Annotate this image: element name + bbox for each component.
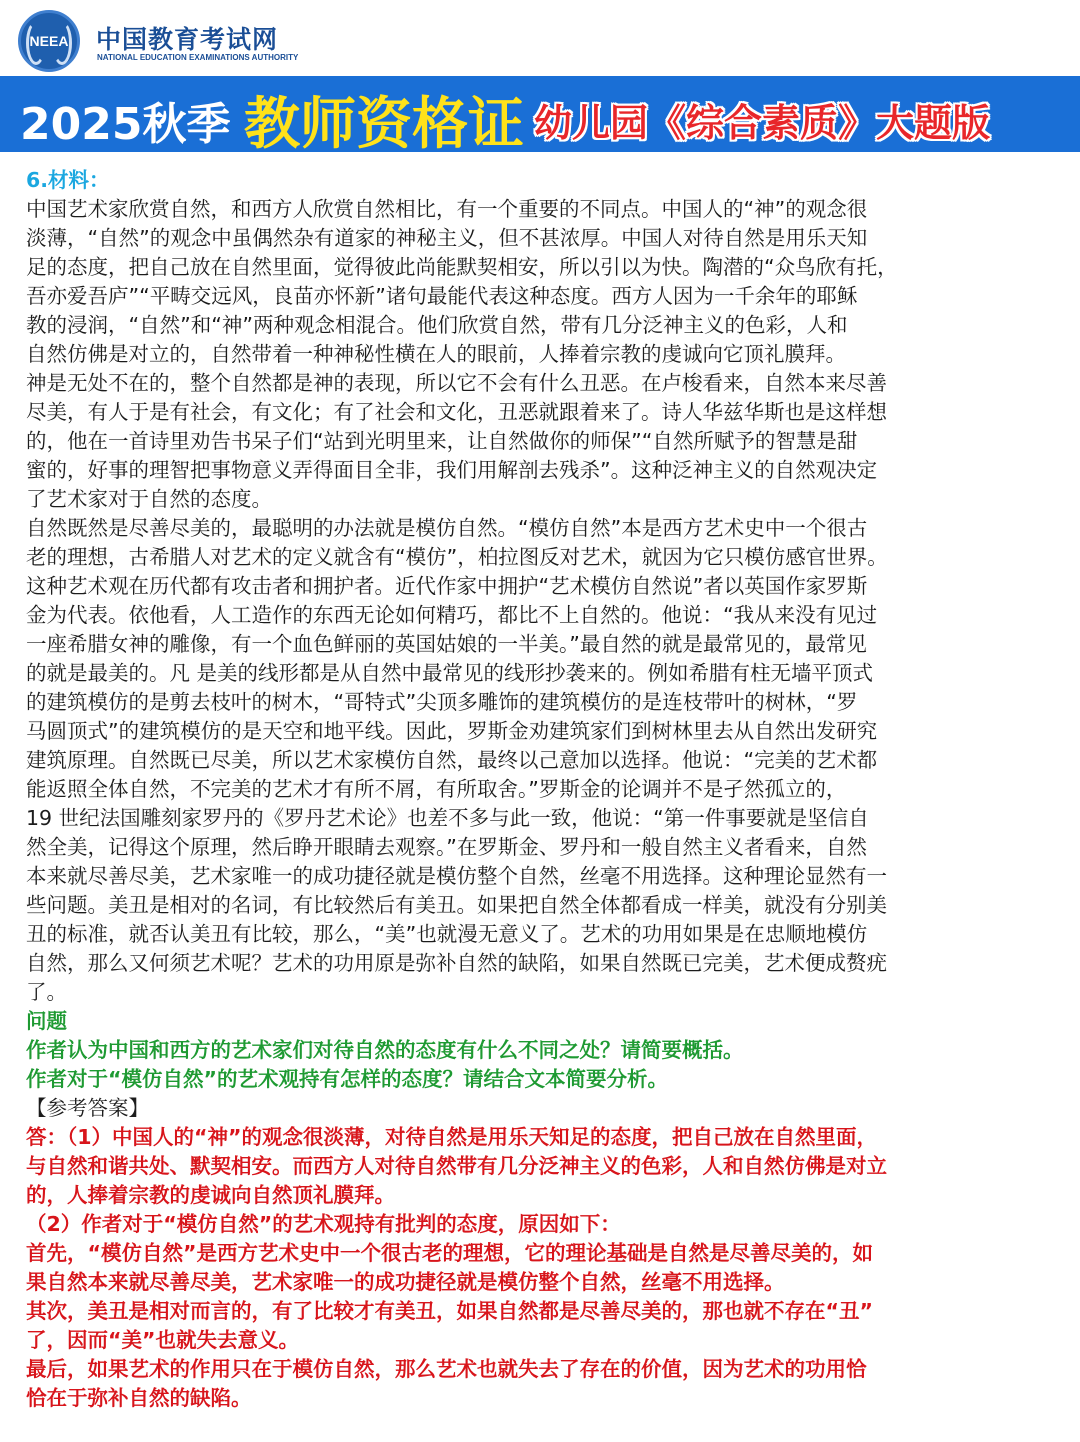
banner-exam-name: 教师资格证 bbox=[244, 92, 524, 152]
site-header bbox=[0, 0, 1080, 76]
material-line: 的，他在一首诗里劝告书呆子们“站到光明里来，让自然做你的师保”“自然所赋予的智慧是甜 bbox=[26, 429, 858, 453]
material-line: 了。 bbox=[26, 980, 67, 1004]
material-line: 老的理想，古希腊人对艺术的定义就含有“模仿”，柏拉图反对艺术，就因为它只模仿感官世界。 bbox=[26, 545, 888, 569]
material-title: 6.材料： bbox=[26, 168, 110, 192]
material-line: 淡薄，“自然”的观念中虽偶然杂有道家的神秘主义，但不甚浓厚。中国人对待自然是用乐天知 bbox=[26, 226, 868, 250]
site-name-cn: 中国教育考试网 bbox=[96, 25, 279, 54]
material-line: 金为代表。依他看，人工造作的东西无论如何精巧，都比不上自然的。他说：“我从来没有见过 bbox=[26, 603, 878, 627]
material-line: 然全美，记得这个原理，然后睁开眼睛去观察。”在罗斯金、罗丹和一般自然主义者看来，自然 bbox=[26, 835, 867, 859]
material-line: 蜜的，好事的理智把事物意义弄得面目全非，我们用解剖去残杀”。这种泛神主义的自然观决定 bbox=[26, 458, 878, 482]
answer-line: 的，人捧着宗教的虔诚向自然顶礼膜拜。 bbox=[26, 1183, 395, 1207]
answer-line: 了，因而“美”也就失去意义。 bbox=[26, 1328, 299, 1352]
title-banner bbox=[0, 76, 1080, 152]
answer-line: 最后，如果艺术的作用只在于模仿自然，那么艺术也就失去了存在的价值，因为艺术的功用恰 bbox=[26, 1357, 867, 1381]
material-line: 足的态度，把自己放在自然里面，觉得彼此尚能默契相安，所以引以为快。陶潜的“众鸟欣有托， bbox=[26, 255, 898, 279]
material-line: 能返照全体自然，不完美的艺术才有所不屑，有所取舍。”罗斯金的论调并不是孑然孤立的， bbox=[26, 777, 847, 801]
material-line: 些问题。美丑是相对的名词，有比较然后有美丑。如果把自然全体都看成一样美，就没有分别美 bbox=[26, 893, 887, 917]
questions-list bbox=[26, 1036, 1056, 1094]
material-line: 19 世纪法国雕刻家罗丹的《罗丹艺术论》也差不多与此一致，他说：“第一件事要就是坚信自 bbox=[26, 806, 869, 830]
material-line: 了艺术家对于自然的态度。 bbox=[26, 487, 272, 511]
material-line: 马圆顶式”的建筑模仿的是天空和地平线。因此，罗斯金劝建筑家们到树林里去从自然出发研究 bbox=[26, 719, 878, 743]
material-line: 丑的标准，就否认美丑有比较，那么，“美”也就漫无意义了。艺术的功用如果是在忠顺地模仿 bbox=[26, 922, 868, 946]
material-line: 吾亦爱吾庐”“平畴交远风，良苗亦怀新”诸句最能代表这种态度。西方人因为一千余年的耶稣 bbox=[26, 284, 858, 308]
material-line: 自然，那么又何须艺术呢？艺术的功用原是弥补自然的缺陷，如果自然既已完美，艺术便成赘疣 bbox=[26, 951, 887, 975]
question-line: 作者认为中国和西方的艺术家们对待自然的态度有什么不同之处？请简要概括。 bbox=[26, 1038, 744, 1062]
questions-title: 问题 bbox=[26, 1009, 67, 1033]
logo-mark-text: NEEA bbox=[29, 33, 69, 49]
answer-line: 与自然和谐共处、默契相安。而西方人对待自然带有几分泛神主义的色彩，人和自然仿佛是对立 bbox=[26, 1154, 887, 1178]
answer-line: 首先，“模仿自然”是西方艺术史中一个很古老的理想，它的理论基础是自然是尽善尽美的，如 bbox=[26, 1241, 873, 1265]
neea-logo-icon bbox=[18, 10, 80, 72]
answer-line: （2）作者对于“模仿自然”的艺术观持有批判的态度，原因如下： bbox=[26, 1212, 621, 1236]
document-body bbox=[26, 166, 1056, 1413]
banner-season: 2025秋季 bbox=[20, 99, 231, 150]
banner-subject: 幼儿园《综合素质》大题版 bbox=[534, 101, 991, 145]
material-line: 本来就尽善尽美，艺术家唯一的成功捷径就是模仿整个自然，丝毫不用选择。这种理论显然有一 bbox=[26, 864, 887, 888]
answer-line: 恰在于弥补自然的缺陷。 bbox=[26, 1386, 252, 1410]
material-line: 的就是最美的。凡 是美的线形都是从自然中最常见的线形抄袭来的。例如希腊有柱无墙平顶式 bbox=[26, 661, 874, 685]
answer-text bbox=[26, 1123, 1056, 1413]
material-line: 自然既然是尽善尽美的，最聪明的办法就是模仿自然。“模仿自然”本是西方艺术史中一个很古 bbox=[26, 516, 868, 540]
question-line: 作者对于“模仿自然”的艺术观持有怎样的态度？请结合文本简要分析。 bbox=[26, 1067, 668, 1091]
answer-line: 答：（1）中国人的“神”的观念很淡薄，对待自然是用乐天知足的态度，把自己放在自然里面， bbox=[26, 1125, 877, 1149]
material-line: 教的浸润，“自然”和“神”两种观念相混合。他们欣赏自然，带有几分泛神主义的色彩，人和 bbox=[26, 313, 848, 337]
material-line: 中国艺术家欣赏自然，和西方人欣赏自然相比，有一个重要的不同点。中国人的“神”的观念很 bbox=[26, 197, 868, 221]
material-line: 的建筑模仿的是剪去枝叶的树木，“哥特式”尖顶多雕饰的建筑模仿的是连枝带叶的树林，“罗 bbox=[26, 690, 858, 714]
material-line: 建筑原理。自然既已尽美，所以艺术家模仿自然，最终以己意加以选择。他说：“完美的艺术都 bbox=[26, 748, 878, 772]
site-name-en: NATIONAL EDUCATION EXAMINATIONS AUTHORITY bbox=[97, 53, 299, 62]
material-line: 自然仿佛是对立的，自然带着一种神秘性横在人的眼前，人捧着宗教的虔诚向它顶礼膜拜。 bbox=[26, 342, 846, 366]
answer-line: 果自然本来就尽善尽美，艺术家唯一的成功捷径就是模仿整个自然，丝毫不用选择。 bbox=[26, 1270, 785, 1294]
answer-label: 【参考答案】 bbox=[26, 1096, 149, 1120]
material-line: 一座希腊女神的雕像，有一个血色鲜丽的英国姑娘的一半美。”最自然的就是最常见的，最常见 bbox=[26, 632, 867, 656]
material-line: 这种艺术观在历代都有攻击者和拥护者。近代作家中拥护“艺术模仿自然说”者以英国作家罗斯 bbox=[26, 574, 868, 598]
material-text bbox=[26, 195, 1056, 1007]
material-line: 尽美，有人于是有社会，有文化；有了社会和文化，丑恶就跟着来了。诗人华兹华斯也是这样想 bbox=[26, 400, 887, 424]
material-line: 神是无处不在的，整个自然都是神的表现，所以它不会有什么丑恶。在卢梭看来，自然本来尽善 bbox=[26, 371, 887, 395]
answer-line: 其次，美丑是相对而言的，有了比较才有美丑，如果自然都是尽善尽美的，那也就不存在“丑” bbox=[26, 1299, 873, 1323]
